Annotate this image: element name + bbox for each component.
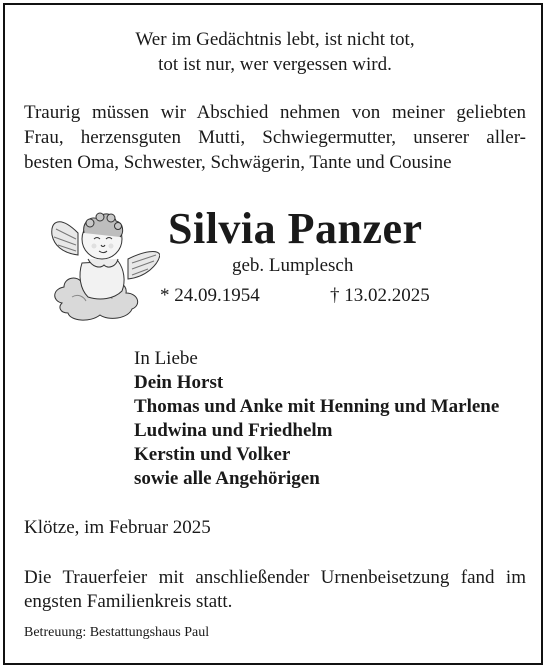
death-date: † 13.02.2025: [330, 285, 430, 306]
quote-line-2: tot ist nur, wer vergessen wird.: [158, 54, 392, 75]
quote-line-1: Wer im Gedächtnis lebt, ist nicht tot,: [135, 29, 415, 50]
cherub-angel-icon: [48, 193, 160, 323]
ceremony-line-2: engsten Familienkreis statt.: [24, 591, 233, 612]
funeral-home-credit: Betreuung: Bestattungshaus Paul: [24, 625, 210, 640]
place-and-date: Klötze, im Februar 2025: [24, 517, 211, 538]
deceased-name: Silvia Panzer: [168, 204, 423, 253]
birth-date: * 24.09.1954: [160, 285, 260, 306]
family-intro: In Liebe: [134, 348, 198, 369]
memorial-quote: [0, 27, 550, 77]
intro-line-1: Traurig müssen wir Abschied nehmen von meiner geliebten: [24, 102, 526, 123]
ceremony-line-1: Die Trauerfeier mit anschließender Urnenbeisetzung fand im: [24, 567, 526, 588]
intro-text: [24, 100, 526, 175]
family-line: sowie alle Angehörigen: [134, 468, 320, 489]
intro-line-3: besten Oma, Schwester, Schwägerin, Tante und Cousine: [24, 152, 452, 173]
family-signatures: [134, 347, 499, 491]
family-line: Kerstin und Volker: [134, 444, 291, 465]
family-line: Thomas und Anke mit Henning und Marlene: [134, 396, 500, 417]
family-line: Ludwina und Friedhelm: [134, 420, 333, 441]
birth-name: geb. Lumplesch: [232, 255, 354, 276]
ceremony-text: [24, 566, 526, 614]
intro-line-2: Frau, herzensguten Mutti, Schwiegermutter, unserer aller-: [24, 127, 526, 148]
family-line: Dein Horst: [134, 372, 224, 393]
